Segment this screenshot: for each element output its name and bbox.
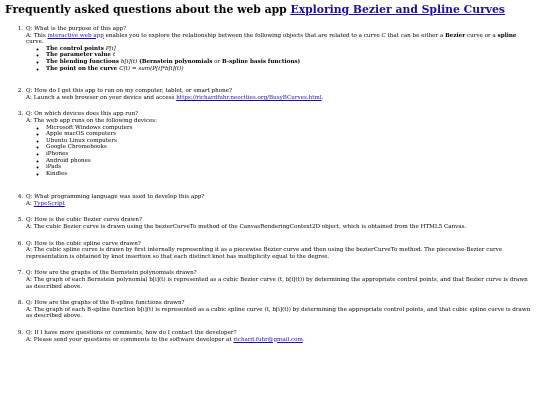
question: 5. Q: How is the cubic Bezier curve drawn? [26,217,143,224]
bold-term: Bezier [445,32,466,39]
list-item: ◦ Apple macOS computers [46,131,532,138]
device-list [26,125,532,178]
answer-text: A: [26,200,34,207]
answer: A: The graph of each Bernstein polynomial b[i](t) is represented as a cubic Bezier curve (t, b[i](t)) by determining the appropriate control points, and that Bezier curve is drawn as described above. [26,277,528,290]
app-url-link[interactable]: https://richardfuhr.neocities.org/BusyBCurves.html [176,94,322,101]
list-item: ◦ Kindles [46,171,532,178]
question: 8. Q: How are the graphs of the B-spline functions drawn? [26,300,185,307]
list-item: ◦ Google Chromebooks [46,144,532,151]
answer [26,337,532,344]
list-item [46,66,532,73]
answer: A: The web app runs on the following devices: [26,117,158,124]
bold-term: The point on the curve [46,65,120,72]
math-symbol: t [112,52,116,59]
answer: A: The cubic spline curve is drawn by first internally representing it as a piecewise Bezier curve and then using the bezierCurveTo method. The piecewise-Bezier curve representation is obtained by knot insertion so that each distinct knot has multiplicity equal to the degree. [26,247,503,260]
list-item: ◦ Android phones [46,158,532,165]
email-link[interactable]: richard.fuhr@gmail.com [233,336,303,343]
faq-list [5,26,532,343]
list-item [46,52,532,59]
question: 9. Q: If I have more questions or comments, how do I contact the developer? [26,330,237,336]
faq-item-contact [25,330,532,343]
answer-text: . [321,94,324,101]
bold-term: The blending functions [46,58,121,65]
answer: A: The cubic Bezier curve is drawn using the bezierCurveTo method of the CanvasRenderingContext2D object, which is obtained from the HTML5 Canvas. [26,224,467,231]
bold-term: spline [497,32,517,39]
list-item: ◦ Microsoft Windows computers [46,125,532,132]
answer-text: A: Please send your questions or comments to the software developer at [26,336,234,343]
answer-text: A: This [26,32,48,39]
math-symbol: P[i] [105,45,116,52]
question: 1. Q: What is the purpose of this app? [26,26,127,32]
bold-term: The control points [46,45,106,52]
question: 2. Q: How do I get this app to run on my computer, tablet, or smart phone? [26,88,233,95]
faq-item-bernstein-graphs [25,270,532,290]
question: 4. Q: What programming language was used to develop this app? [26,194,205,201]
faq-item-bezier-drawn [25,217,532,230]
answer-text: that can be either a [385,32,446,39]
answer [26,95,532,102]
faq-item-language [25,194,532,207]
answer [26,201,532,208]
bold-term: (Bernstein polynomials [137,58,213,65]
faq-item-purpose [25,26,532,72]
question: 3. Q: On which devices does this app run? [26,111,139,118]
math-symbol: C(t) = sum(P[i]*b[i](t)) [119,65,184,72]
answer: A: The graph of each B-spline function b[i](t) is represented as a cubic spline curve (t, b[i](t)) by determining the appropriate control points, and that cubic spline curve is drawn as described above. [26,306,531,320]
app-title-link[interactable]: Exploring Bezier and Spline Curves [290,3,506,16]
bold-term: The parameter value [46,52,113,59]
faq-item-spline-drawn [25,241,532,261]
plain-text: or [212,58,222,65]
list-item: ◦ iPhones [46,151,532,158]
math-symbol: C [381,32,386,39]
faq-item-bspline-graphs [25,300,532,320]
faq-item-devices [25,111,532,177]
answer-text: curve or a [465,32,498,39]
list-item: ◦ Ubuntu Linux computers [46,138,532,145]
interactive-web-app-link[interactable]: interactive web app [47,32,104,39]
page-title [5,3,532,17]
list-item [46,46,532,53]
bold-term: B-spline basis functions) [221,58,301,65]
math-symbol: b[i](t) [120,58,138,65]
object-list [26,46,532,72]
list-item [46,59,532,66]
faq-item-run [25,88,532,101]
list-item: ◦ iPads [46,164,532,171]
page-title-text: Frequently asked questions about the web app [5,3,291,16]
answer [26,33,532,46]
question: 6. Q: How is the cubic spline curve drawn? [26,240,141,247]
question: 7. Q: How are the graphs of the Bernstein polynomials drawn? [26,270,197,277]
answer-text: . [302,336,305,343]
answer-text: curve. [26,39,44,46]
typescript-link[interactable]: TypeScript [33,200,65,207]
answer-text: A: Launch a web browser on your device and access [26,94,177,101]
answer-text: enables you to explore the relationship between the following objects that are related to a curve [103,32,382,39]
